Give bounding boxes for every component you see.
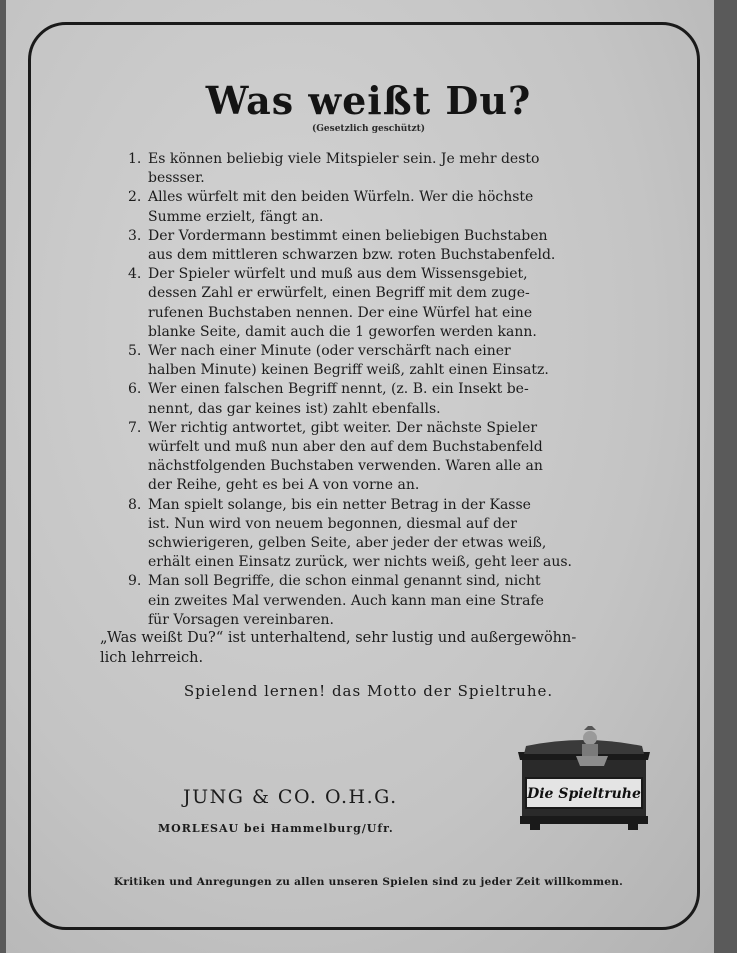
rule-line: Man spielt solange, bis ein netter Betrag in der Kasse xyxy=(148,496,531,513)
rules-list xyxy=(128,150,608,630)
rule-number: 3. xyxy=(128,227,142,244)
company-address: MORLESAU bei Hammelburg/Ufr. xyxy=(158,822,394,835)
page-subtitle: (Gesetzlich geschützt) xyxy=(311,124,426,134)
rule-line: ein zweites Mal verwenden. Auch kann man eine Strafe xyxy=(148,592,544,609)
rule-line: Wer richtig antwortet, gibt weiter. Der nächste Spieler xyxy=(148,419,538,436)
rule-item xyxy=(128,265,608,342)
rule-number: 2. xyxy=(128,189,142,206)
rule-line: Man soll Begriffe, die schon einmal genannt sind, nicht xyxy=(148,573,541,590)
rule-line: nächstfolgenden Buchstaben verwenden. Waren alle an xyxy=(148,458,543,475)
rule-line: halben Minute) keinen Begriff weiß, zahlt einen Einsatz. xyxy=(148,362,549,379)
rule-item xyxy=(128,572,608,630)
rule-line: nennt, das gar keines ist) zahlt ebenfalls. xyxy=(148,400,441,417)
rule-item xyxy=(128,150,608,188)
rule-line: rufenen Buchstaben nennen. Der eine Würfel hat eine xyxy=(148,304,533,321)
rule-line: Es können beliebig viele Mitspieler sein. Je mehr desto xyxy=(148,151,540,167)
motto-text: Spielend lernen! das Motto der Spieltruhe. xyxy=(183,682,554,700)
rule-line: bessser. xyxy=(148,170,205,187)
rule-item xyxy=(128,496,608,573)
rule-number: 4. xyxy=(128,266,142,283)
rule-line: blanke Seite, damit auch die 1 geworfen werden kann. xyxy=(148,323,537,340)
rule-line: der Reihe, geht es bei A von vorne an. xyxy=(148,477,420,494)
logo-text: Die Spieltruhe xyxy=(527,786,641,802)
rule-number: 9. xyxy=(128,573,142,590)
company-name: JUNG & CO. O.H.G. xyxy=(183,786,398,808)
closing-line: „Was weißt Du?“ ist unterhaltend, sehr lustig und außergewöhn- xyxy=(100,630,577,646)
rule-line: für Vorsagen vereinbaren. xyxy=(148,611,334,628)
rule-line: dessen Zahl er erwürfelt, einen Begriff mit dem zuge- xyxy=(148,285,530,302)
rule-line: würfelt und muß nun aber den auf dem Buchstabenfeld xyxy=(148,439,543,456)
footer-text: Kritiken und Anregungen zu allen unseren Spielen sind zu jeder Zeit willkommen. xyxy=(113,876,624,888)
rule-line: Der Spieler würfelt und muß aus dem Wissensgebiet, xyxy=(148,266,528,283)
rule-line: Wer einen falschen Begriff nennt, (z. B. ein Insekt be- xyxy=(148,381,529,398)
rule-item xyxy=(128,380,608,418)
rule-item xyxy=(128,342,608,380)
rule-line: schwierigeren, gelben Seite, aber jeder der etwas weiß, xyxy=(148,535,547,552)
rule-line: ist. Nun wird von neuem begonnen, diesmal auf der xyxy=(148,515,517,532)
rule-number: 6. xyxy=(128,381,142,398)
rule-line: Alles würfelt mit den beiden Würfeln. Wer die höchste xyxy=(148,189,534,206)
rule-line: Summe erzielt, fängt an. xyxy=(148,208,324,225)
page-title: Was weißt Du? xyxy=(205,78,532,123)
rule-number: 7. xyxy=(128,419,142,436)
rule-item xyxy=(128,227,608,265)
rule-line: Der Vordermann bestimmt einen beliebigen Buchstaben xyxy=(148,227,548,244)
rule-number: 1. xyxy=(128,151,142,167)
closing-line: lich lehrreich. xyxy=(100,650,204,666)
rule-number: 5. xyxy=(128,343,142,360)
rule-line: aus dem mittleren schwarzen bzw. roten Buchstabenfeld. xyxy=(148,247,556,264)
rule-line: erhält einen Einsatz zurück, wer nichts weiß, geht leer aus. xyxy=(148,554,572,571)
closing-paragraph xyxy=(100,628,645,668)
rule-item xyxy=(128,188,608,226)
rule-item xyxy=(128,419,608,496)
spieltruhe-logo xyxy=(516,726,652,832)
rule-line: Wer nach einer Minute (oder verschärft nach einer xyxy=(148,343,511,360)
rule-number: 8. xyxy=(128,496,142,513)
